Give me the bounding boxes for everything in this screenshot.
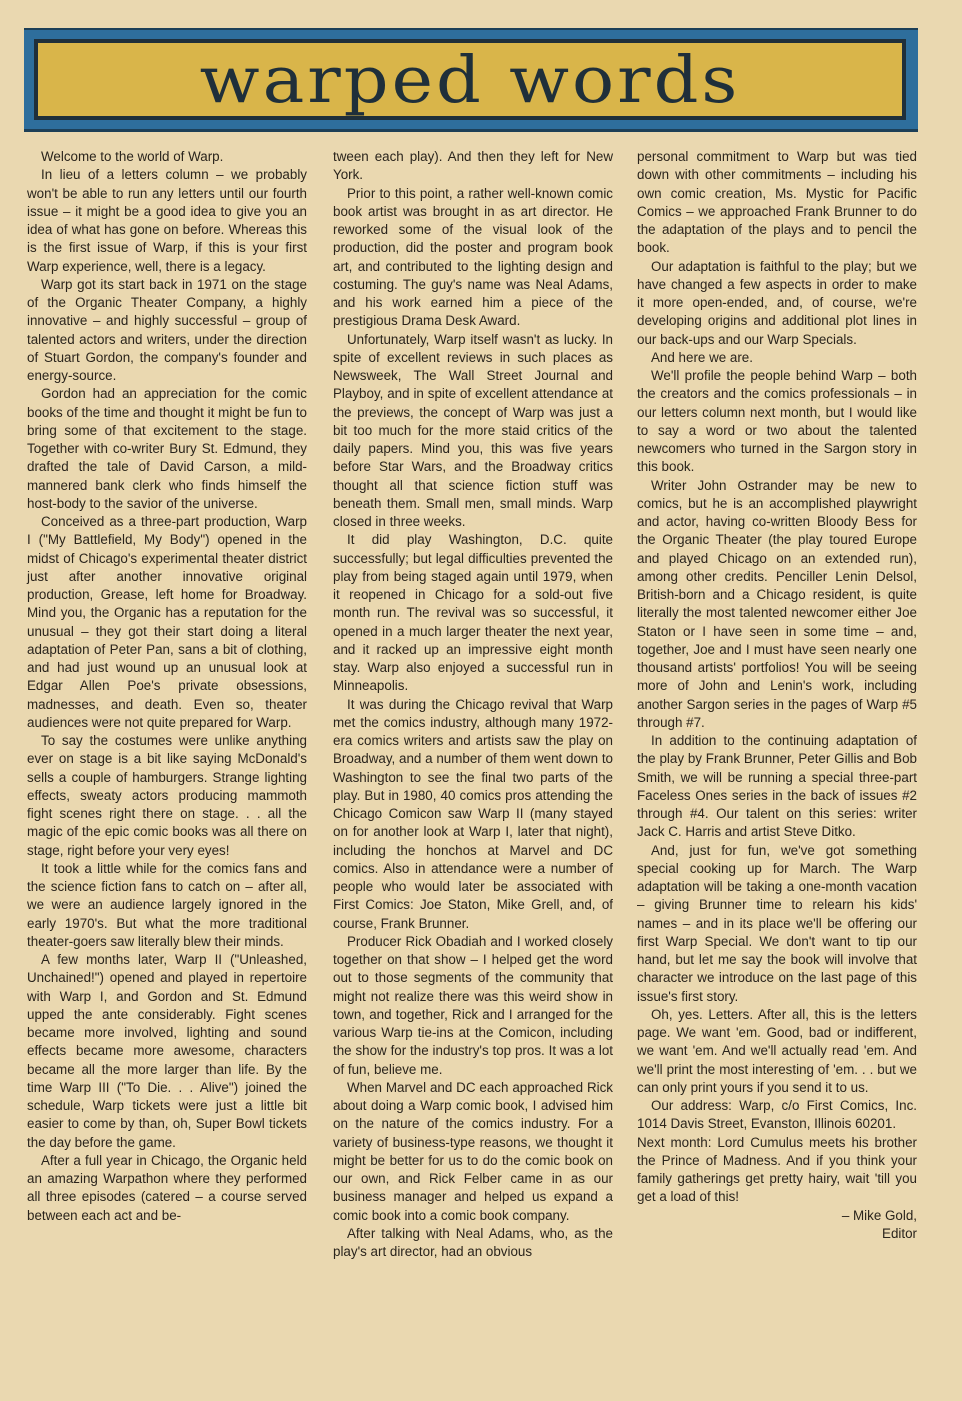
paragraph: tween each play). And then they left for New York. (333, 149, 613, 183)
paragraph: personal commitment to Warp but was tied down with other commitments – including his own comic creation, Ms. Mystic for Pacific Comics – we approached Frank Brunner to do the adaptation of the plays and to pencil the book. (637, 149, 917, 256)
signature-name: – Mike Gold, (841, 1207, 917, 1223)
column-1 (27, 148, 307, 1225)
signature-title: Editor (882, 1225, 917, 1241)
paragraph: In lieu of a letters column – we probably won't be able to run any letters until our fourth issue – it might be a good idea to give you an idea of what has gone on before. Whereas this is the first issue of Warp, if this is your first Warp experience, well, there is a legacy. (27, 167, 307, 274)
column-2 (333, 148, 613, 1261)
title-box (34, 39, 906, 120)
paragraph: It did play Washington, D.C. quite successfully; but legal difficulties prevented the play from being staged again until 1979, when it reopened in Chicago for a sold-out five month run. The revival was so successful, it opened in a much larger theater the next year, and it racked up an impressive eight month stay. Warp also enjoyed a successful run in Minneapolis. (333, 532, 613, 694)
column-3 (637, 148, 917, 1243)
paragraph: And, just for fun, we've got something special cooking up for March. The Warp adaptation will be taking a one-month vacation – giving Brunner time to relearn his kids' names – and in its place we'll be offering our first Warp Special. We don't want to tip our hand, but let me say the book will involve that character we introduce on the last page of this issue's first story. (637, 842, 917, 1004)
paragraph: In addition to the continuing adaptation of the play by Frank Brunner, Peter Gillis and Bob Smith, we will be running a special three-part Faceless Ones series in the back of issues #2 through #4. Our talent on this series: writer Jack C. Harris and artist Steve Ditko. (637, 733, 917, 840)
paragraph: It took a little while for the comics fans and the science fiction fans to catch on – after all, we were an audience largely ignored in the early 1970's. But what the more traditional theater-goers saw literally blew their minds. (27, 860, 307, 949)
paragraph: Writer John Ostrander may be new to comics, but he is an accomplished playwright and actor, having co-written Bloody Bess for the Organic Theater (the play toured Europe and played Chicago on an extended run), among other credits. Penciller Lenin Delsol, British-born and a Chicago resident, is quite literally the most talented newcomer either Joe Staton or I have seen in some time – and, together, Joe and I must have seen nearly one thousand artists' portfolios! You will be seeing more of John and Lenin's work, including another Sargon series in the pages of Warp #5 through #7. (637, 477, 917, 730)
paragraph: Prior to this point, a rather well-known comic book artist was brought in as art director. He reworked some of the visual look of the production, did the poster and program book art, and contributed to the lighting design and costuming. The guy's name was Neal Adams, and his work earned him a piece of the prestigious Drama Desk Award. (333, 185, 613, 329)
paragraph: Warp got its start back in 1971 on the stage of the Organic Theater Company, a highly innovative – and highly successful – group of talented actors and writers, under the direction of Stuart Gordon, the company's founder and energy-source. (27, 276, 307, 383)
paragraph: Our adaptation is faithful to the play; but we have changed a few aspects in order to make it more open-ended, and, of course, we're developing origins and additional plot lines in our back-ups and our Warp Specials. (637, 258, 917, 347)
paragraph: It was during the Chicago revival that Warp met the comics industry, although many 1972-era comics writers and artists saw the play on Broadway, and a number of them went down to Washington to see the final two parts of the play. But in 1980, 40 comics pros attending the Chicago Comicon saw Warp II (many stayed on for another look at Warp I, later that night), including the honchos at Marvel and DC comics. Also in attendance were a number of people who would later be associated with First Comics: Joe Staton, Mike Grell, and, of course, Frank Brunner. (333, 696, 613, 931)
paragraph: Oh, yes. Letters. After all, this is the letters page. We want 'em. Good, bad or indifferent, we want 'em. And we'll actually read 'em. And we'll print the most interesting of 'em. . . but we can only print yours if you send it to us. (637, 1006, 917, 1095)
paragraph: Conceived as a three-part production, Warp I ("My Battlefield, My Body") opened in the midst of Chicago's experimental theater district just after another innovative original production, Grease, left home for Broadway. Mind you, the Organic has a reputation for the unusual – they got their start doing a literal adaptation of Peter Pan, sans a bit of clothing, and had just wound up an unusual look at Edgar Allen Poe's private obsessions, madnesses, and death. Even so, theater audiences were not quite prepared for Warp. (27, 514, 307, 730)
paragraph: After a full year in Chicago, the Organic held an amazing Warpathon where they performed all three episodes (catered – a course served between each act and be- (27, 1152, 307, 1223)
paragraph: After talking with Neal Adams, who, as the play's art director, had an obvious (333, 1225, 613, 1259)
paragraph: We'll profile the people behind Warp – both the creators and the comics professionals – in our letters column next month, but I would like to say a word or two about the talented newcomers who turned in the Sargon story in this book. (637, 368, 917, 475)
paragraph: Our address: Warp, c/o First Comics, Inc. 1014 Davis Street, Evanston, Illinois 60201. (637, 1098, 917, 1132)
paragraph: Producer Rick Obadiah and I worked closely together on that show – I helped get the word out to those segments of the community that might not realize there was this weird show in town, and together, Rick and I arranged for the various Warp tie-ins at the Comicon, including the show for the industry's top pros. It was a lot of fun, believe me. (333, 933, 613, 1077)
page-title: warped words (199, 41, 741, 118)
paragraph: Gordon had an appreciation for the comic books of the time and thought it might be fun to bring some of that excitement to the stage. Together with co-writer Bury St. Edmund, they drafted the tale of David Carson, a mild-mannered bank clerk who finds himself the host-body to the savior of the universe. (27, 386, 307, 511)
paragraph: To say the costumes were unlike anything ever on stage is a bit like saying McDonald's sells a couple of hamburgers. Strange lighting effects, sweaty actors producing mammoth fight scenes right there on stage. . . all the magic of the epic comic books was all there on stage, right before your very eyes! (27, 733, 307, 858)
header-banner (24, 28, 918, 132)
paragraph: Unfortunately, Warp itself wasn't as lucky. In spite of excellent reviews in such places as Newsweek, The Wall Street Journal and Playboy, and in spite of excellent attendance at the previews, the concept of Warp was just a bit too much for the more staid critics of the daily papers. Mind you, this was five years before Star Wars, and the Broadway critics thought all that science fiction stuff was beneath them. Small men, small minds. Warp closed in three weeks. (333, 331, 613, 529)
paragraph: Next month: Lord Cumulus meets his brother the Prince of Madness. And if you think your family gatherings get pretty hairy, wait 'till you get a load of this! (637, 1134, 917, 1205)
paragraph: When Marvel and DC each approached Rick about doing a Warp comic book, I advised him on the nature of the comics industry. For a variety of business-type reasons, we thought it might be better for us to do the comic book on our own, and Rick Felber came in as our business manager and helped us expand a comic book into a comic book company. (333, 1079, 613, 1223)
paragraph: Welcome to the world of Warp. (41, 149, 224, 164)
paragraph: And here we are. (651, 349, 753, 365)
paragraph: A few months later, Warp II ("Unleashed, Unchained!") opened and played in repertoire with Warp I, and Gordon and St. Edmund upped the ante considerably. Fight scenes became more involved, lighting and sound effects became more awesome, characters became all the more larger than life. By the time Warp III ("To Die. . . Alive") joined the schedule, Warp tickets were just a little bit easier to come by than, oh, Super Bowl tickets the day before the game. (27, 952, 307, 1150)
